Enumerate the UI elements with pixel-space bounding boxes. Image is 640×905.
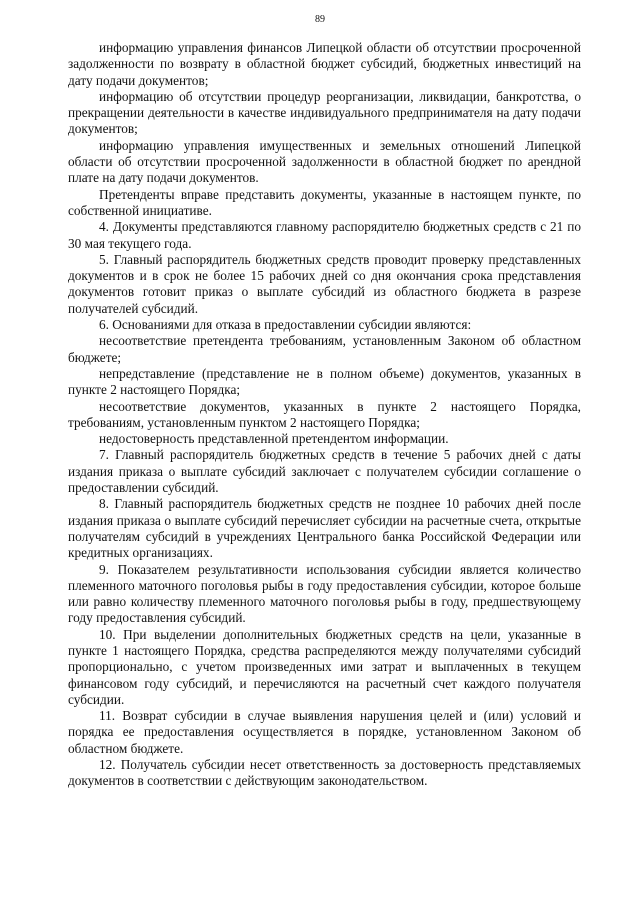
paragraph-info-property: информацию управления имущественных и земельных отношений Липецкой области об отсутствии просроченной задолженности в областной бюджет по арендной плате на дату подачи документов.: [68, 137, 581, 186]
paragraph-refusal-3: несоответствие документов, указанных в пункте 2 настоящего Порядка, требованиям, установленным пунктом 2 настоящего Порядка;: [68, 398, 581, 430]
paragraph-item-9: 9. Показателем результативности использования субсидии является количество племенного маточного поголовья рыбы в году предоставления субсидии, которое больше или равно количеству племенного маточного поголовья рыбы в году, предшествующему году предоставления субсидий.: [68, 561, 581, 626]
paragraph-item-10: 10. При выделении дополнительных бюджетных средств на цели, указанные в пункте 1 настоящего Порядка, средства распределяются между получателями субсидий пропорционально, с учетом произведенных ими затрат и выплаченных в текущем финансовом году субсидий, и перечисляются на расчетный счет каждого получателя субсидии.: [68, 626, 581, 707]
paragraph-item-12: 12. Получатель субсидии несет ответственность за достоверность представляемых документов в соответствии с действующим законодательством.: [68, 757, 581, 789]
paragraph-item-11: 11. Возврат субсидии в случае выявления нарушения целей и (или) условий и порядка ее предоставления осуществляется в порядке, установленном Законом об областном бюджете.: [68, 708, 581, 756]
paragraph-refusal-2: непредставление (представление не в полном объеме) документов, указанных в пункте 2 настоящего Порядка;: [68, 365, 581, 398]
page-number: 89: [315, 14, 325, 25]
body-text: [68, 40, 581, 790]
paragraph-own-initiative: Претенденты вправе представить документы, указанные в настоящем пункте, по собственной инициативе.: [68, 186, 581, 218]
paragraph-refusal-1: несоответствие претендента требованиям, установленным Законом об областном бюджете;: [68, 333, 581, 365]
paragraph-info-reorganization: информацию об отсутствии процедур реорганизации, ликвидации, банкротства, о прекращении деятельности в качестве индивидуального предпринимателя на дату подачи документов;: [68, 88, 581, 137]
paragraph-info-finance: информацию управления финансов Липецкой области об отсутствии просроченной задолженности по возврату в областной бюджет субсидий, бюджетных инвестиций на дату подачи документов;: [68, 40, 581, 88]
paragraph-item-4: 4. Документы представляются главному распорядителю бюджетных средств с 21 по 30 мая текущего года.: [68, 219, 581, 251]
paragraph-item-5: 5. Главный распорядитель бюджетных средств проводит проверку представленных документов и в срок не более 15 рабочих дней со дня окончания срока представления документов готовит приказ о выплате субсидий из областного бюджета в разрезе получателей субсидий.: [68, 251, 581, 316]
paragraph-refusal-4: недостоверность представленной претендентом информации.: [99, 431, 449, 447]
paragraph-item-8: 8. Главный распорядитель бюджетных средств не позднее 10 рабочих дней после издания приказа о выплате субсидий перечисляет субсидии на расчетные счета, открытые получателям субсидий в учреждениях Центрального банка Российской Федерации или кредитных организациях.: [68, 496, 581, 561]
paragraph-item-6: 6. Основаниями для отказа в предоставлении субсидии являются:: [99, 317, 472, 333]
paragraph-item-7: 7. Главный распорядитель бюджетных средств в течение 5 рабочих дней с даты издания приказа о выплате субсидий заключает с получателем субсидии соглашение о предоставлении субсидий.: [68, 447, 581, 496]
